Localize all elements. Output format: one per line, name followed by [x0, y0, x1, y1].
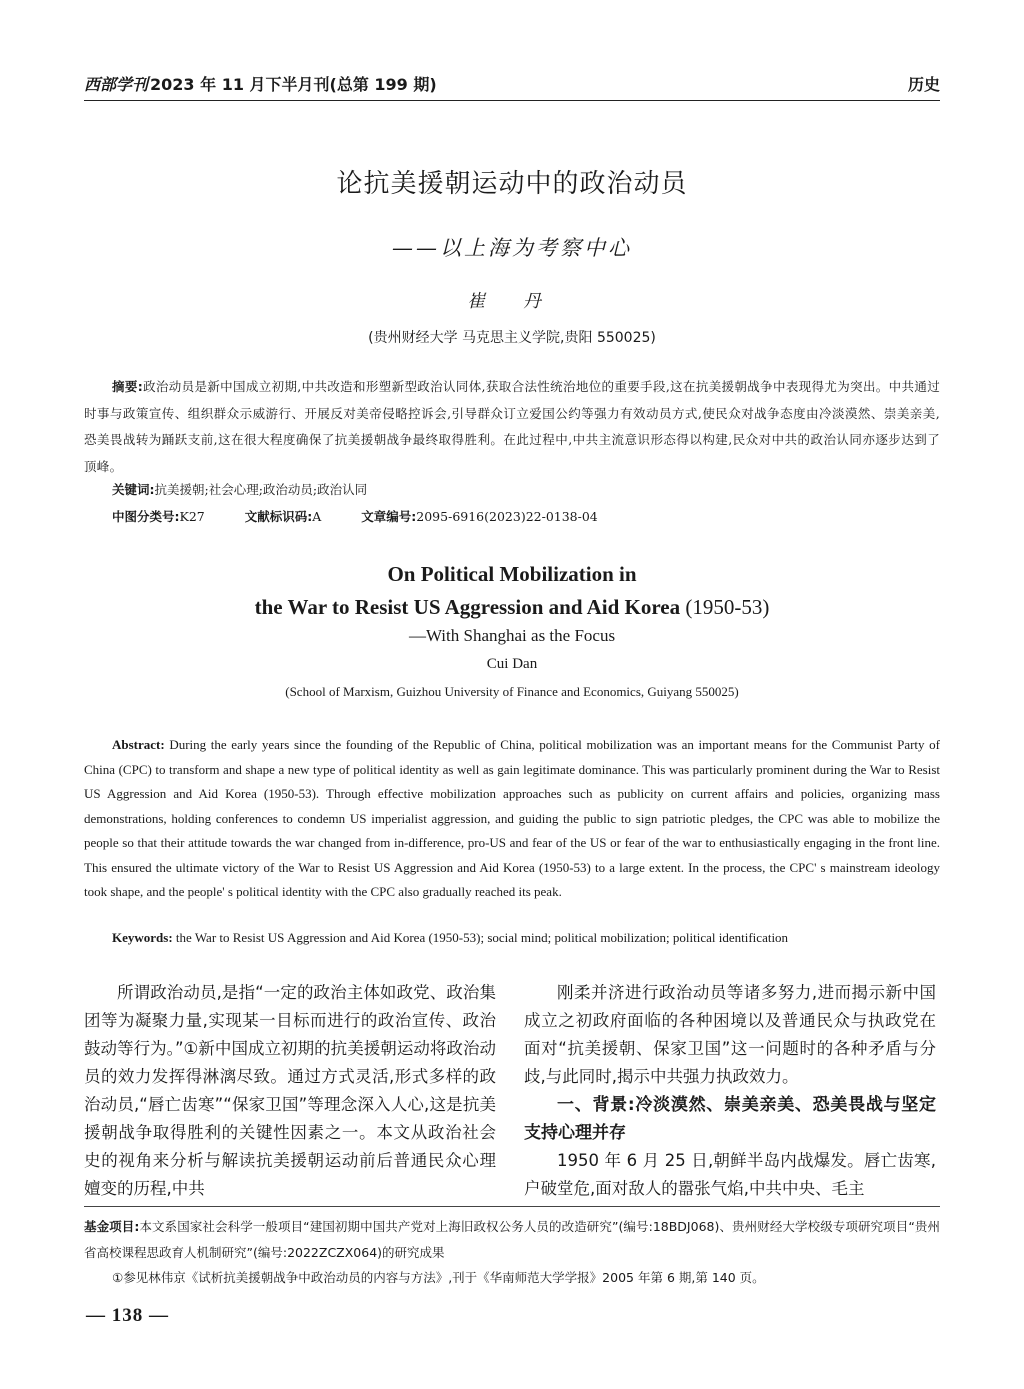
section-label: 历史	[907, 75, 940, 94]
footnote: ①参见林伟京《试析抗美援朝战争中政治动员的内容与方法》,刊于《华南师范大学学报》2005 年第 6 期,第 140 页。	[112, 1270, 765, 1285]
abstract-chinese	[84, 374, 940, 480]
footnote-divider	[84, 1206, 940, 1207]
header-journal-info	[84, 72, 437, 95]
english-keywords-text: the War to Resist US Aggression and Aid Korea (1950-53); social mind; political mobilization; political identification	[175, 930, 789, 945]
article-number-label: 文章编号:	[361, 509, 417, 524]
article-number-value: 2095-6916(2023)22-0138-04	[416, 509, 598, 524]
article-subtitle: ——以上海为考察中心	[392, 236, 632, 260]
doc-code-label: 文献标识码:	[244, 509, 313, 524]
body-column-left	[84, 979, 496, 1203]
english-title	[0, 558, 1024, 624]
body-paragraph: 1950 年 6 月 25 日,朝鲜半岛内战爆发。唇亡齿寒,户破堂危,面对敌人的嚣张气焰,中共中央、毛主	[524, 1151, 936, 1198]
english-subtitle: —With Shanghai as the Focus	[408, 626, 616, 645]
keywords-chinese	[112, 480, 367, 498]
issue-info: 2023 年 11 月下半月刊(总第 199 期)	[150, 75, 437, 94]
running-header	[84, 70, 940, 101]
article-title: 论抗美援朝运动中的政治动员	[336, 169, 688, 199]
english-keywords-label: Keywords:	[112, 930, 173, 945]
author-affiliation: (贵州财经大学 马克思主义学院,贵阳 550025)	[368, 330, 656, 346]
funding-note	[84, 1214, 940, 1266]
english-abstract-text: During the early years since the founding of the Republic of China, political mobilization was an important means for the Communist Party of China (CPC) to transform and shape a new type of political identity as well as gain legitimate dominance. This was particularly prominent during the War to Resist US Aggression and Aid Korea (1950-53). Through effective mobilization approaches such as publicity on current affairs and policies, organizing mass demonstrations, holding conferences to condemn US imperialist aggression, and guiding the public to sign patriotic pledges, the CPC was able to mobilize the people so that their attitude towards the war changed from in-difference, pro-US and fear of the US or fear of the war to enthusiastically engaging in the front line. This ensured the ultimate victory of the War to Resist US Aggression and Aid Korea (1950-53) to a large extent. In the process, the CPC' s mainstream ideology took shape, and the people' s political identity with the CPC also gradually reached its peak.	[84, 737, 940, 899]
funding-label: 基金项目:	[84, 1219, 140, 1234]
section-heading: 一、背景:冷淡漠然、崇美亲美、恐美畏战与坚定支持心理并存	[524, 1095, 936, 1143]
english-abstract-label: Abstract:	[112, 737, 165, 752]
clc-label: 中图分类号:	[112, 509, 180, 524]
journal-logo: 西部学刊	[84, 75, 149, 94]
body-column-right	[524, 979, 936, 1203]
body-paragraph: 所谓政治动员,是指“一定的政治主体如政党、政治集团等为凝聚力量,实现某一目标而进行的政治宣传、政治鼓动等行为。”①新中国成立初期的抗美援朝运动将政治动员的效力发挥得淋漓尽致。通过方式灵活,形式多样的政治动员,“唇亡齿寒”“保家卫国”等理念深入人心,这是抗美援朝战争取得胜利的关键性因素之一。本文从政治社会史的视角来分析与解读抗美援朝运动前后普通民众心理嬗变的历程,中共	[84, 983, 496, 1198]
clc-value: K27	[179, 509, 205, 524]
author-name: 崔 丹	[467, 291, 557, 312]
english-affiliation: (School of Marxism, Guizhou University of Finance and Economics, Guiyang 550025)	[285, 684, 739, 699]
keywords-text: 抗美援朝;社会心理;政治动员;政治认同	[154, 482, 368, 497]
english-title-line2: the War to Resist US Aggression and Aid Korea	[254, 595, 681, 619]
abstract-text: 政治动员是新中国成立初期,中共改造和形塑新型政治认同体,获取合法性统治地位的重要手段,这在抗美援朝战争中表现得尤为突出。中共通过时事与政策宣传、组织群众示威游行、开展反对美帝侵略控诉会,引导群众订立爱国公约等强力有效动员方式,使民众对战争态度由冷淡漠然、崇美亲美,恐美畏战转为踊跃支前,这在很大程度确保了抗美援朝战争最终取得胜利。在此过程中,中共主流意识形态得以构建,民众对中共的政治认同亦逐步达到了顶峰。	[84, 379, 941, 474]
english-author: Cui Dan	[486, 656, 538, 672]
classification-line	[112, 507, 598, 525]
abstract-english	[84, 733, 940, 905]
body-paragraph: 刚柔并济进行政治动员等诸多努力,进而揭示新中国成立之初政府面临的各种困境以及普通民众与执政党在面对“抗美援朝、保家卫国”这一问题时的各种矛盾与分歧,与此同时,揭示中共强力执政效力。	[524, 983, 936, 1086]
english-title-years: (1950-53)	[685, 595, 770, 619]
english-title-line1: On Political Mobilization in	[387, 562, 637, 586]
keywords-english	[112, 930, 940, 946]
funding-text: 本文系国家社会科学一般项目“建国初期中国共产党对上海旧政权公务人员的改造研究”(编号:18BDJ068)、贵州财经大学校级专项研究项目“贵州省高校课程思政育人机制研究”(编号:2022ZCZX064)的研究成果	[84, 1219, 941, 1260]
abstract-label: 摘要:	[112, 379, 144, 394]
page-number: — 138 —	[86, 1305, 169, 1326]
keywords-label: 关键词:	[112, 482, 155, 497]
doc-code-value: A	[312, 509, 322, 524]
